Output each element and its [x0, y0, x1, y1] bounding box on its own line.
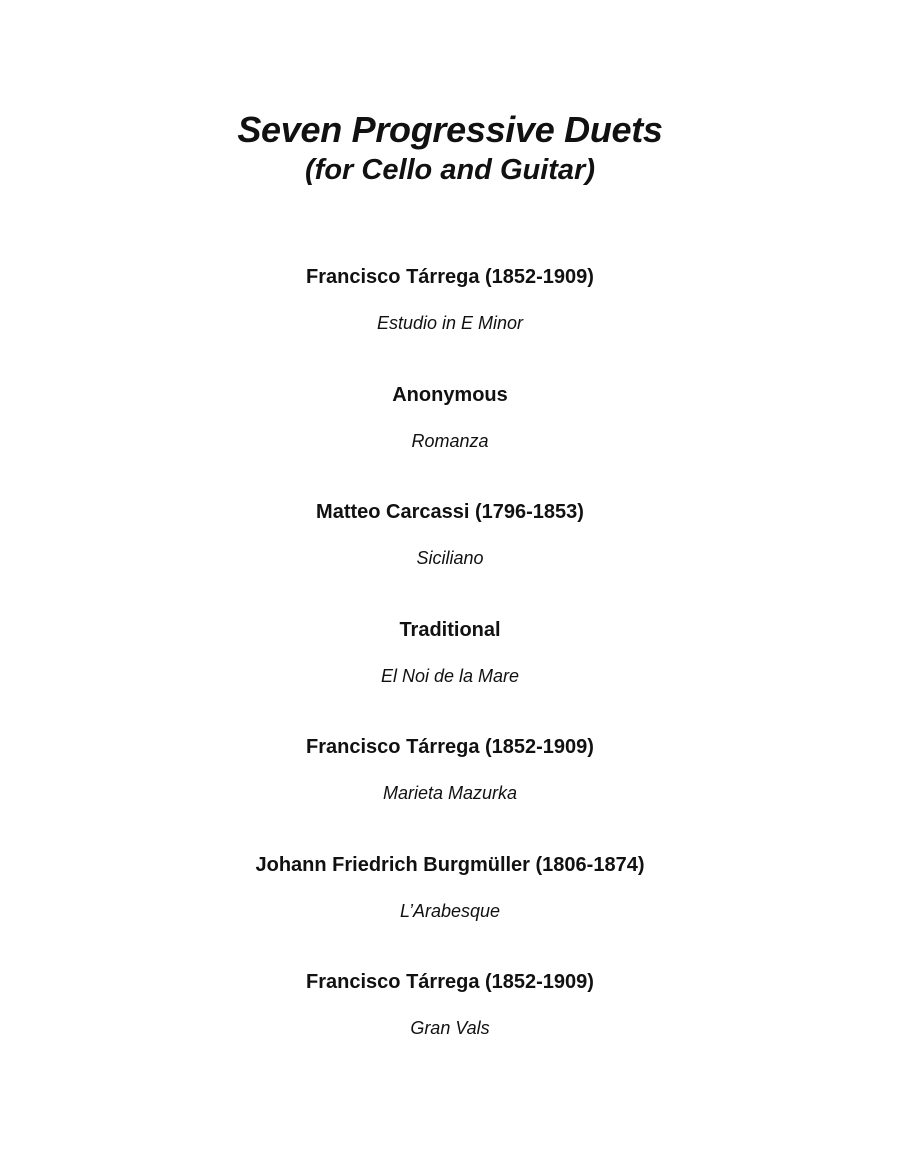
- piece-title: Marieta Mazurka: [382, 783, 518, 803]
- piece-title: El Noi de la Mare: [380, 665, 520, 686]
- composer-name: Francisco Tárrega (1852-1909): [306, 266, 594, 288]
- composer-name: Anonymous: [392, 383, 508, 406]
- list-item: [0, 852, 900, 970]
- composer-name: Johann Friedrich Burgmüller (1806-1874): [255, 853, 645, 876]
- page-title: Seven Progressive Duets: [237, 109, 663, 150]
- piece-title: Gran Vals: [410, 1018, 490, 1038]
- composer-name: Matteo Carcassi (1796-1853): [316, 501, 584, 523]
- contents-list: [0, 264, 900, 1087]
- list-item: [0, 264, 900, 382]
- piece-title: Romanza: [411, 430, 489, 451]
- page-subtitle: (for Cello and Guitar): [305, 154, 595, 186]
- piece-title: L’Arabesque: [399, 900, 501, 921]
- composer-name: Traditional: [399, 618, 501, 641]
- list-item: [0, 382, 900, 500]
- list-item: [0, 499, 900, 617]
- list-item: [0, 969, 900, 1087]
- piece-title: Siciliano: [416, 548, 484, 568]
- composer-name: Francisco Tárrega (1852-1909): [306, 736, 594, 758]
- composer-name: Francisco Tárrega (1852-1909): [306, 971, 594, 993]
- list-item: [0, 617, 900, 735]
- piece-title: Estudio in E Minor: [376, 313, 524, 333]
- list-item: [0, 734, 900, 852]
